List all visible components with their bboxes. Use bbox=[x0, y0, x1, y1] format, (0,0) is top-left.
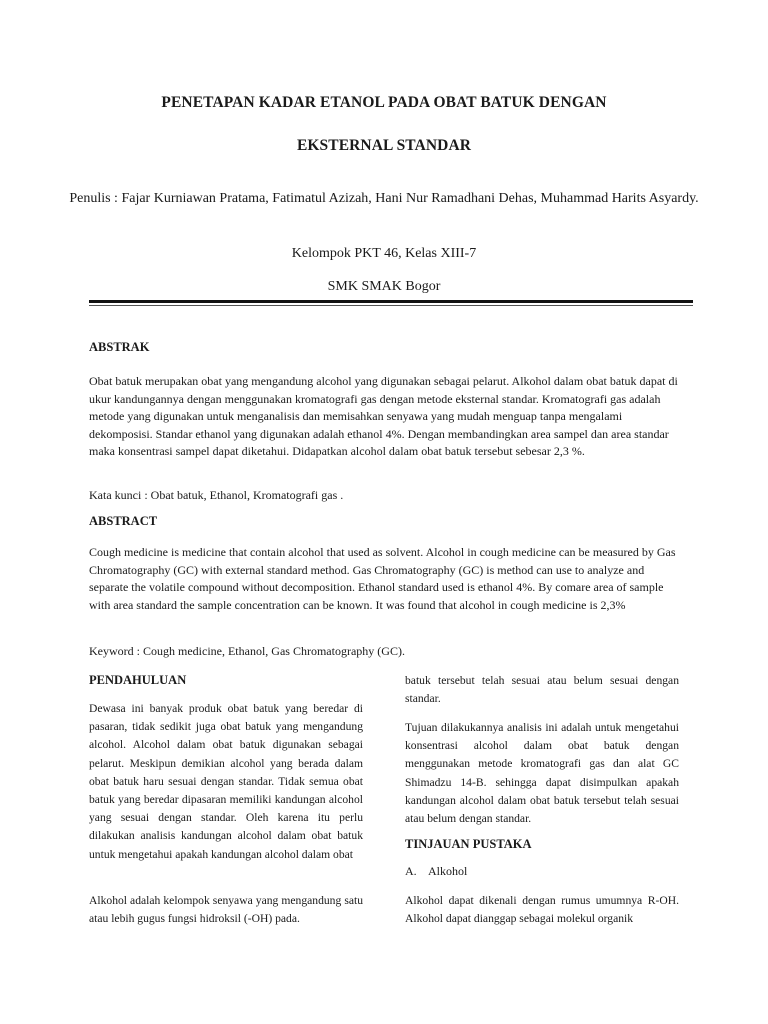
header-divider-thick bbox=[89, 300, 693, 303]
abstract-keywords: Keyword : Cough medicine, Ethanol, Gas Chromatography (GC). bbox=[89, 644, 405, 658]
abstrak-body: Obat batuk merupakan obat yang mengandung alcohol yang digunakan sebagai pelarut. Alkohol dalam obat batuk dapat di ukur kandungannya dengan menggunakan kromatografi gas dengan metode eksternal standar. Kromatografi gas adalah metode yang digunakan untuk menganalisis dan memisahkan senyawa yang mudah menguap tanpa mengalami dekomposisi. Standar ethanol yang digunakan adalah ethanol 4%. Dengan membandingkan area sampel dan area standar maka konsentrasi sampel dapat diketahui. Didapatkan alcohol dalam obat batuk tersebut sebesar 2,3 %. bbox=[89, 374, 678, 458]
pendahuluan-heading: PENDAHULUAN bbox=[89, 673, 187, 687]
subsection-label: A. bbox=[405, 864, 417, 878]
abstract-body: Cough medicine is medicine that contain alcohol that used as solvent. Alcohol in cough medicine can be measured by Gas Chromatography (GC) with external standard method. Gas Chromatography (GC) is method can use to analyze and separate the volatile compound without decomposition. Ethanol standard used is ethanol 4%. By comare area of sample with area standard the sample concentration can be known. It was found that alcohol in cough medicine is 2,3% bbox=[89, 545, 676, 612]
right-paragraph-2: Tujuan dilakukannya analisis ini adalah untuk mengetahui konsentrasi alcohol dalam obat batuk dengan menggunakan metode kromatografi gas dan alat GC Shimadzu 14-B. sehingga dapat disimpulkan apakah kandungan alcohol dalam obat batuk tersebut telah sesuai atau belum dengan standar. bbox=[405, 721, 679, 826]
authors: Penulis : Fajar Kurniawan Pratama, Fatimatul Azizah, Hani Nur Ramadhani Dehas, Muhammad Harits Asyardy. bbox=[69, 191, 699, 206]
right-paragraph-3: Alkohol dapat dikenali dengan rumus umumnya R-OH. Alkohol dapat dianggap sebagai molekul organik bbox=[405, 894, 679, 926]
abstrak-heading: ABSTRAK bbox=[89, 340, 150, 354]
right-column-block-3 bbox=[405, 892, 679, 928]
title-line-2: EKSTERNAL STANDAR bbox=[296, 137, 472, 154]
title-line-1: PENETAPAN KADAR ETANOL PADA OBAT BATUK DENGAN bbox=[161, 94, 607, 111]
left-column-block-1 bbox=[89, 700, 363, 864]
right-paragraph-1: batuk tersebut telah sesuai atau belum sesuai dengan standar. bbox=[405, 674, 679, 706]
right-column-block-1 bbox=[405, 672, 679, 708]
subsection-title: Alkohol bbox=[428, 864, 468, 878]
header-divider-thin bbox=[89, 305, 693, 306]
school-name: SMK SMAK Bogor bbox=[327, 279, 441, 294]
group-class: Kelompok PKT 46, Kelas XIII-7 bbox=[291, 246, 477, 261]
right-column-block-2 bbox=[405, 719, 679, 828]
tinjauan-pustaka-heading: TINJAUAN PUSTAKA bbox=[405, 837, 532, 851]
subsection-alkohol bbox=[405, 864, 467, 879]
pendahuluan-paragraph-2: Alkohol adalah kelompok senyawa yang mengandung satu atau lebih gugus fungsi hidroksil (-OH) pada. bbox=[89, 894, 363, 926]
left-column-block-2 bbox=[89, 892, 363, 928]
abstrak-keywords: Kata kunci : Obat batuk, Ethanol, Kromatografi gas . bbox=[89, 488, 344, 502]
abstract-heading: ABSTRACT bbox=[89, 514, 158, 528]
pendahuluan-paragraph-1: Dewasa ini banyak produk obat batuk yang beredar di pasaran, tidak sedikit juga obat batuk yang mengandung alcohol. Alcohol dalam obat batuk digunakan sebagai pelarut. Meskipun demikian alcohol yang berada dalam obat batuk haru sesuai dengan standar. Tidak semua obat batuk yang beredar dipasaran memiliki kandungan alcohol yang sesuai dengan standar. Oleh karena itu perlu dilakukan analisis kandungan alcohol dalam obat batuk untuk mengetahui apakah kandungan alcohol dalam obat bbox=[89, 702, 363, 861]
